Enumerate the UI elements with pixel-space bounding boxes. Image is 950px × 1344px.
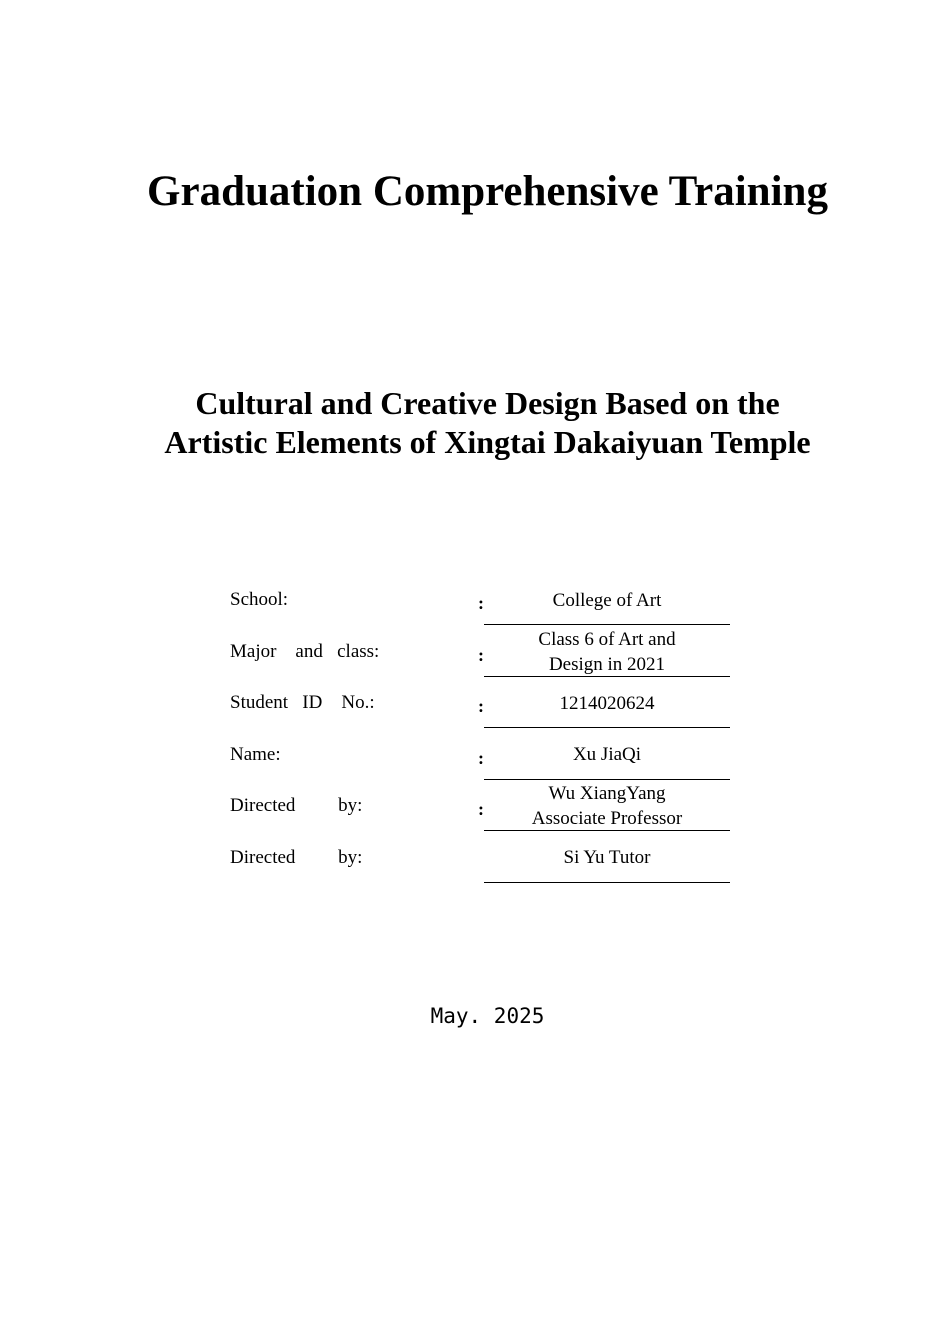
- info-colon: :: [478, 644, 484, 665]
- info-colon: :: [478, 696, 484, 717]
- info-value-line: Xu JiaQi: [572, 744, 642, 766]
- info-label: Name:: [230, 743, 281, 765]
- student-info-table: [230, 576, 730, 886]
- info-row-co-director: [230, 834, 730, 886]
- thesis-title-line: Artistic Elements of Xingtai Dakaiyuan Temple: [164, 424, 811, 460]
- thesis-title: [0, 384, 950, 462]
- info-value-line: Wu XiangYang: [548, 783, 666, 805]
- info-colon: :: [478, 593, 484, 613]
- info-row-major-class: [230, 628, 730, 680]
- thesis-title-line: Cultural and Creative Design Based on the: [195, 385, 780, 421]
- info-value-line: Design in 2021: [548, 653, 666, 675]
- info-value: [484, 782, 730, 831]
- info-row-name: [230, 731, 730, 783]
- submission-date: May. 2025: [430, 1004, 545, 1028]
- info-label: Student ID No.:: [230, 692, 375, 714]
- info-value: [484, 834, 730, 883]
- info-value: [484, 679, 730, 728]
- info-colon: :: [478, 799, 484, 820]
- info-value-line: Associate Professor: [531, 808, 683, 830]
- info-label: School:: [230, 589, 289, 610]
- info-label: Major and class:: [230, 640, 380, 662]
- info-value: [484, 628, 730, 677]
- info-label: Directed by:: [230, 795, 363, 817]
- info-value-line: College of Art: [552, 589, 662, 611]
- info-row-student-id: [230, 679, 730, 731]
- info-value-line: 1214020624: [559, 692, 655, 714]
- info-value-line: Class 6 of Art and: [538, 628, 676, 650]
- info-row-director: [230, 782, 730, 834]
- info-value: [484, 576, 730, 625]
- info-value: [484, 731, 730, 780]
- info-row-school: [230, 576, 730, 628]
- info-label: Directed by:: [230, 846, 363, 868]
- info-value-line: Si Yu Tutor: [563, 847, 651, 869]
- info-colon: :: [478, 747, 484, 768]
- document-title: Graduation Comprehensive Training: [147, 168, 828, 215]
